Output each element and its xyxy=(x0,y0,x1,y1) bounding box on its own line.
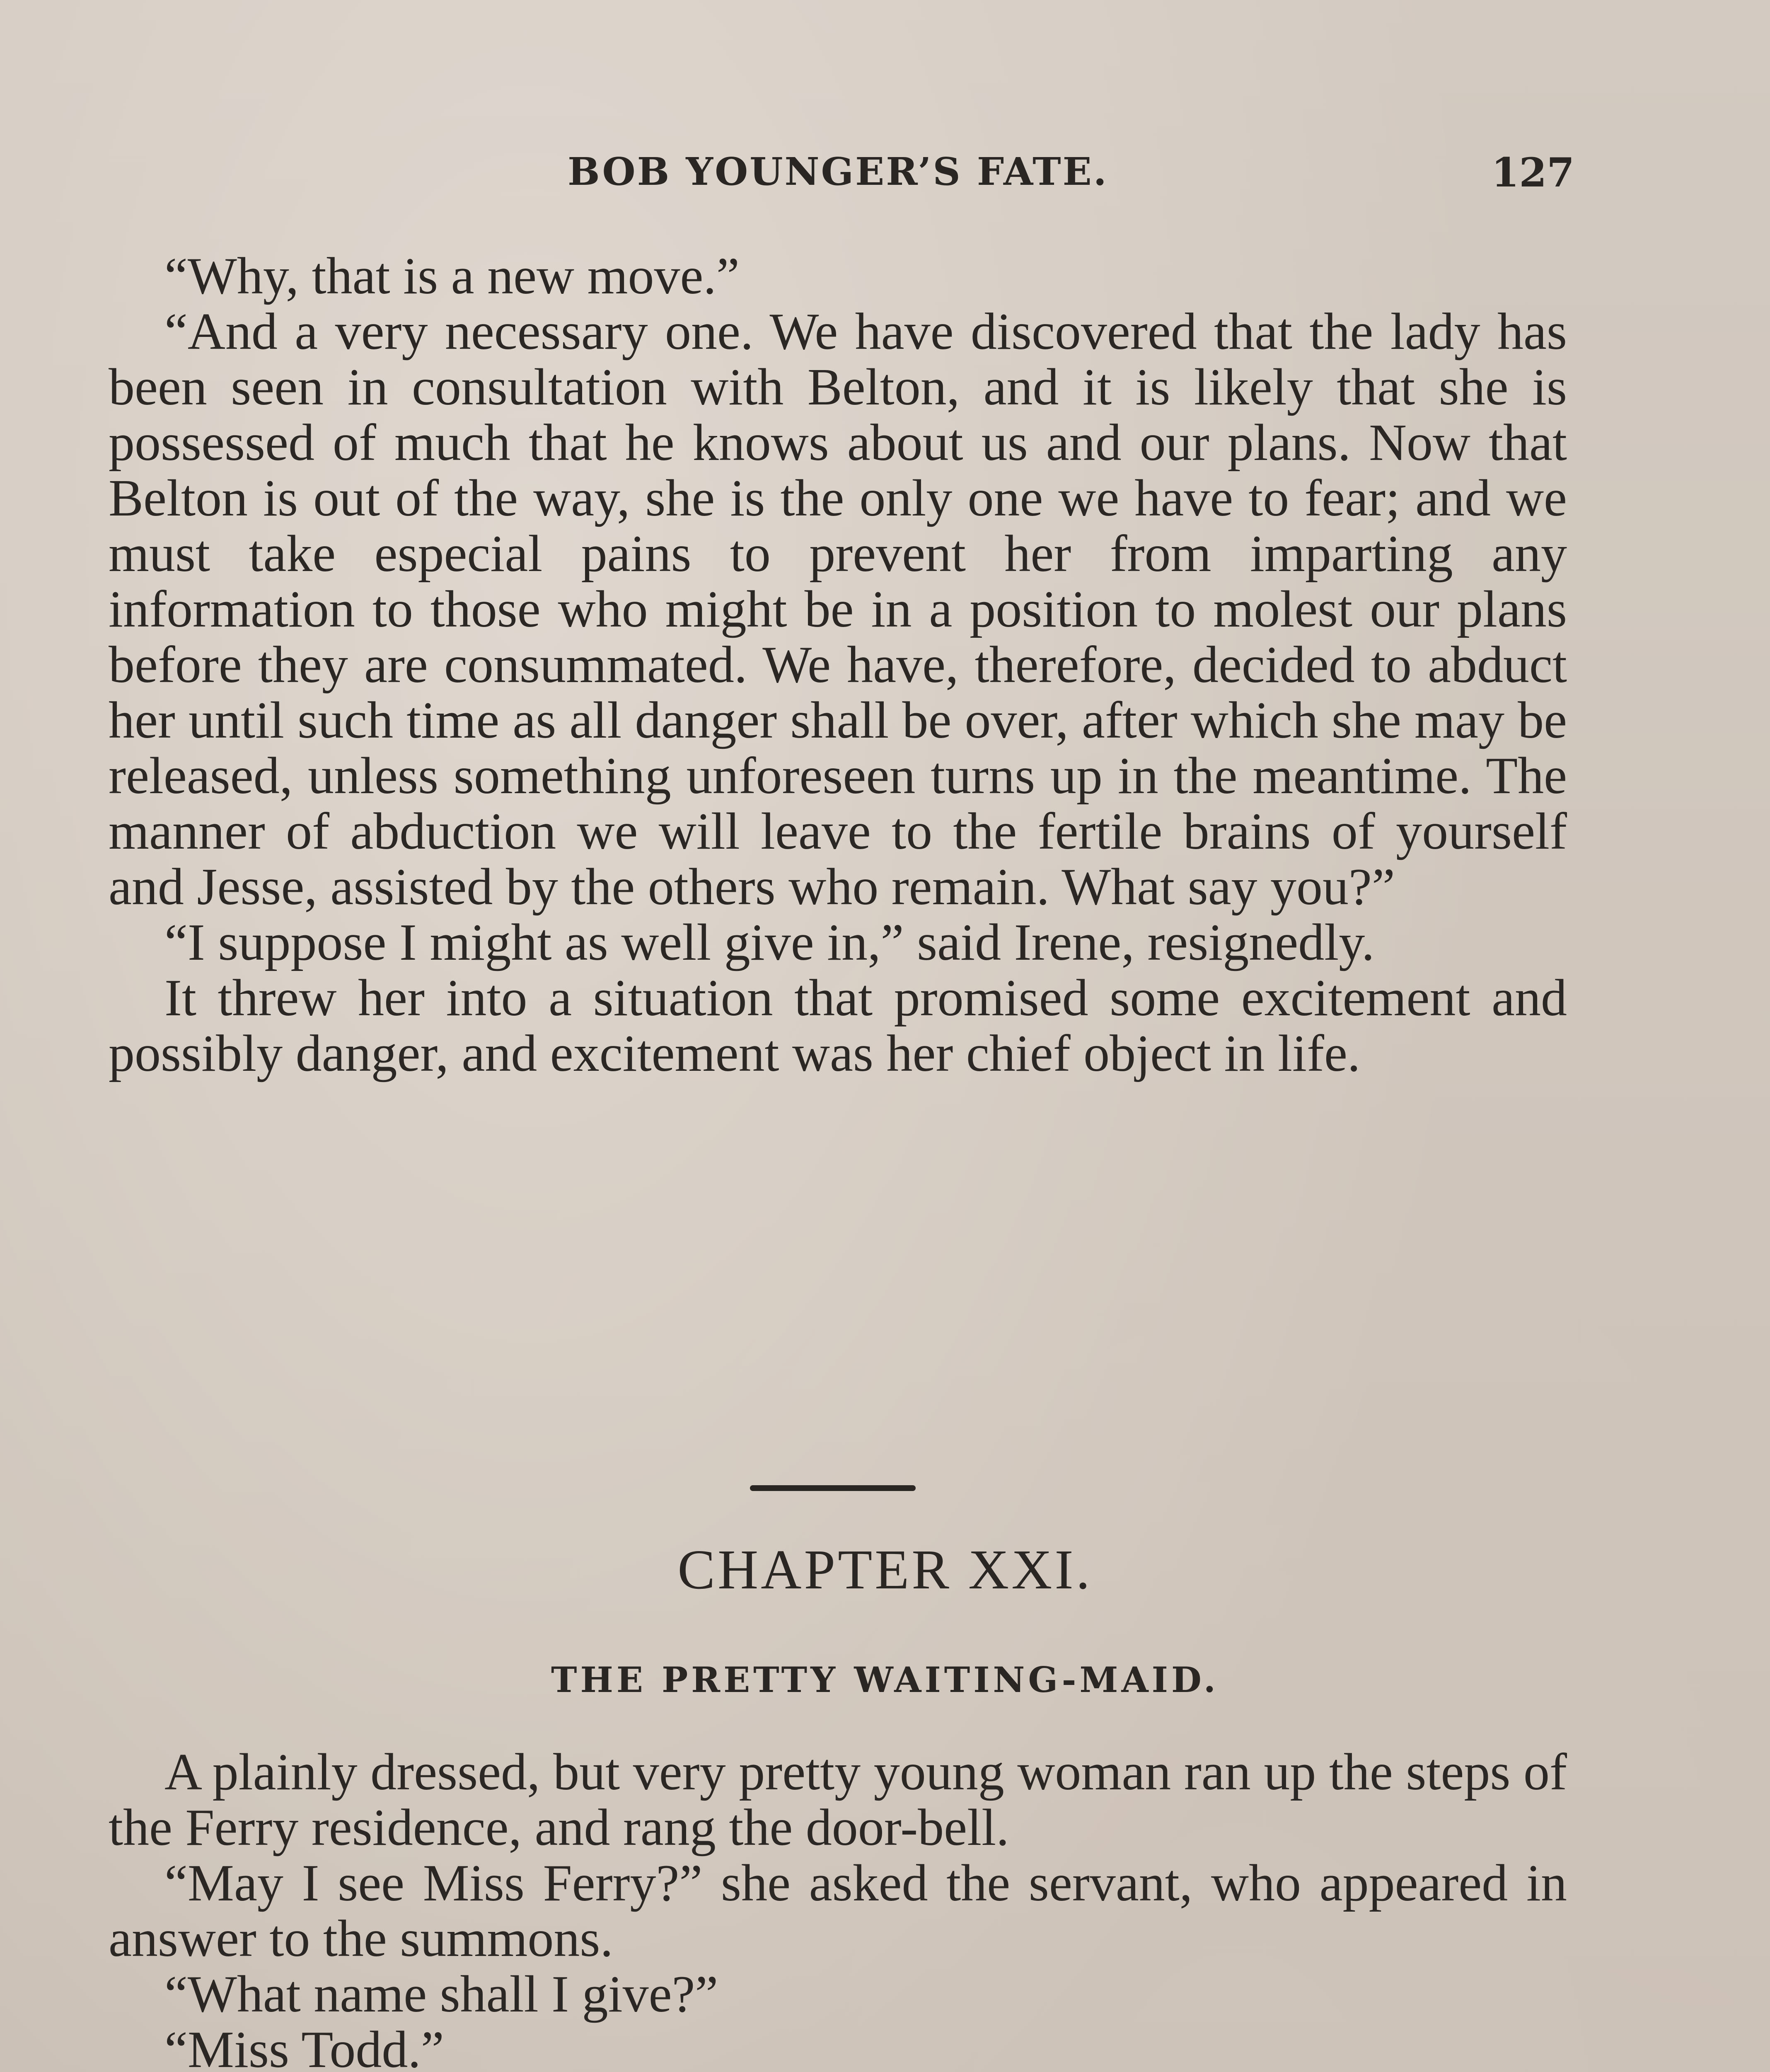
chapter-title: CHAPTER XXI. xyxy=(677,1539,1093,1601)
paragraph: “Miss Todd.” xyxy=(164,2021,444,2072)
running-title: BOB YOUNGER’S FATE. xyxy=(568,149,1108,194)
body-text-top xyxy=(109,249,1567,1082)
page-number: 127 xyxy=(1491,149,1574,196)
paragraph: A plainly dressed, but very pretty young woman ran up the steps of the Ferry residence, and rang the door-bell. xyxy=(109,1743,1567,1857)
paragraph: “I suppose I might as well give in,” said Irene, resignedly. xyxy=(164,914,1375,971)
paragraph: “And a very necessary one. We have discovered that the lady has been seen in consultation with Belton, and it is likely that she is possessed of much that he knows about us and our plans. Now that Belton is out of the way, she is the only one we have to fear; and we must take especial pains to prevent her from imparting any information to those who might be in a position to molest our plans before they are consummated. We have, therefore, decided to abduct her until such time as all danger shall be over, after which she may be released, unless something unforeseen turns up in the meantime. The manner of abduction we will leave to the fertile brains of yourself and Jesse, assisted by the others who remain. What say you?” xyxy=(109,303,1567,916)
paragraph: It threw her into a situation that promised some excitement and possibly danger, and excitement was her chief object in life. xyxy=(109,969,1567,1082)
page-header xyxy=(108,149,1574,207)
body-text-bottom xyxy=(109,1745,1567,2072)
paragraph: “May I see Miss Ferry?” she asked the servant, who appeared in answer to the summons. xyxy=(109,1854,1567,1968)
section-divider xyxy=(750,1485,916,1491)
paragraph: “Why, that is a new move.” xyxy=(164,247,740,305)
paragraph: “What name shall I give?” xyxy=(164,1965,718,2023)
chapter-subtitle: THE PRETTY WAITING-MAID. xyxy=(551,1659,1219,1700)
